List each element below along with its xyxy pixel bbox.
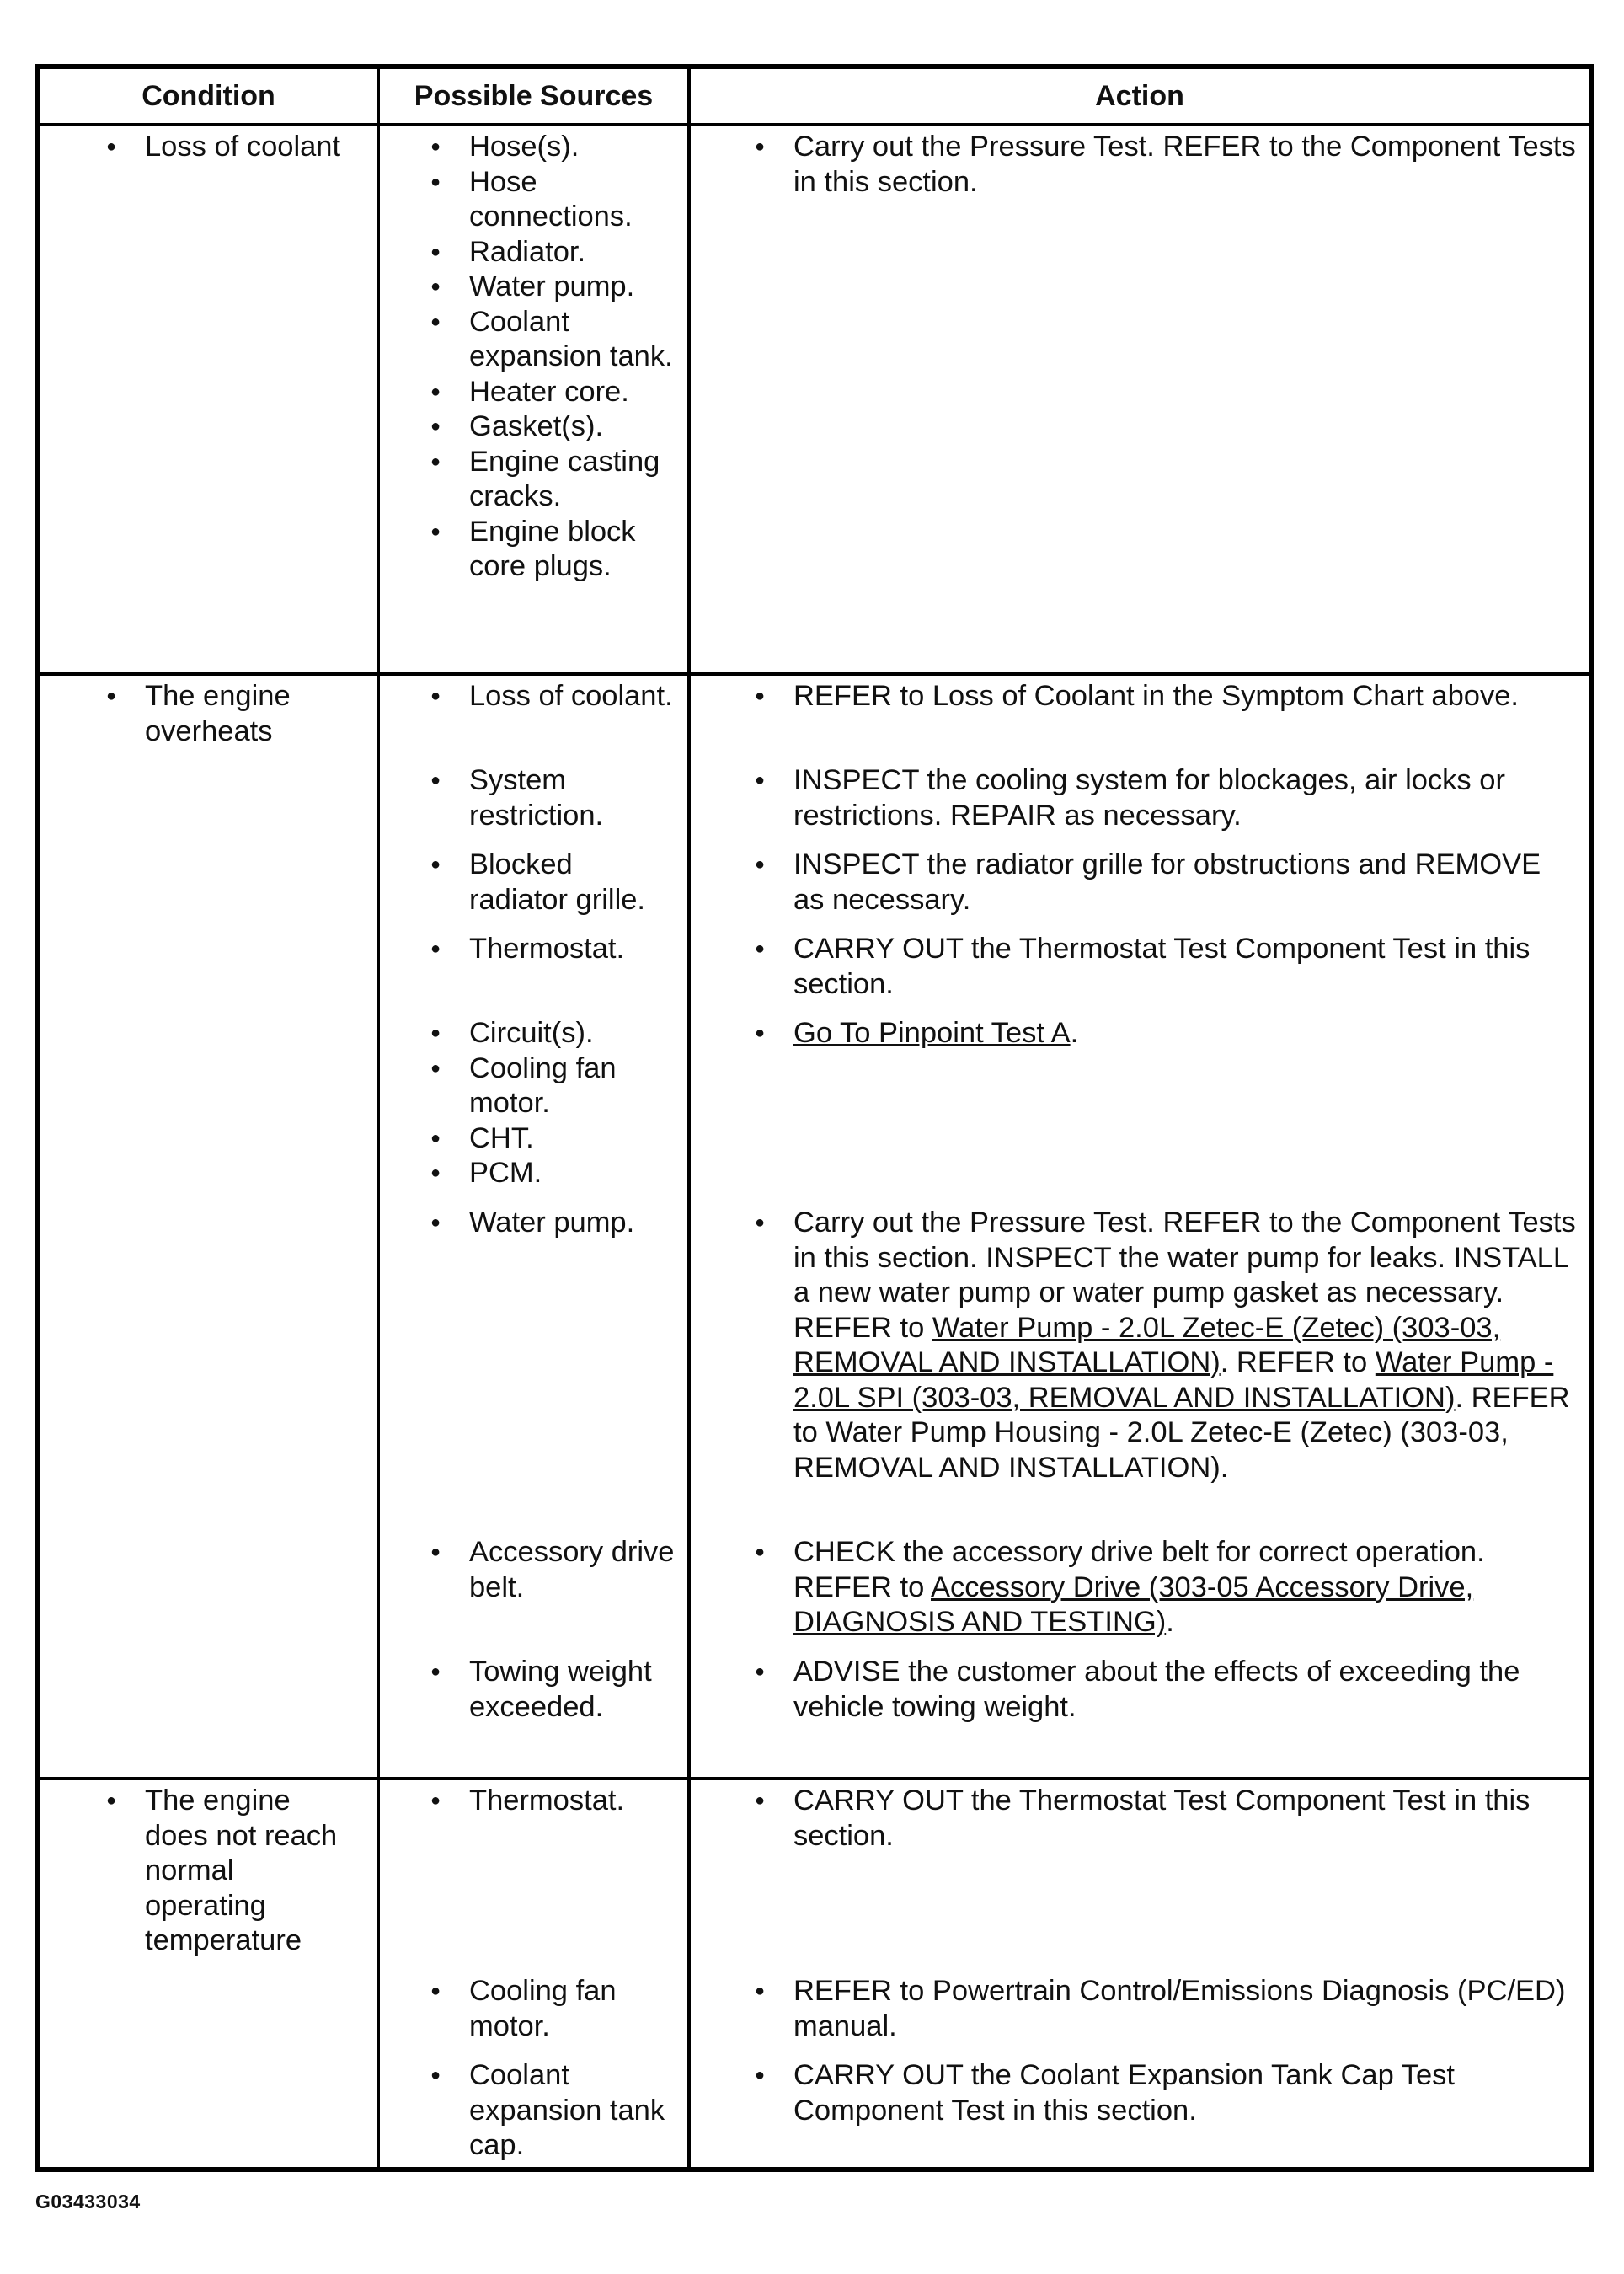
action-item: ● INSPECT the cooling system for blockages, air locks or restrictions. REPAIR as necessary. [793,763,1577,833]
action-group [793,1535,1577,1655]
action-group [793,679,1577,763]
source-item: ● Heater core. [469,375,676,410]
sources-cell [378,1779,689,2167]
source-group [469,1784,676,1974]
source-group [469,848,676,932]
action-group [793,1016,1577,1206]
sources-list [469,130,676,585]
condition-cell [40,674,378,1779]
action-item: ● CARRY OUT the Thermostat Test Component Test in this section. [793,1784,1577,1854]
sources-cell [378,674,689,1779]
symptom-chart-sheet [35,64,1594,2172]
water-pump-zetec-link[interactable]: Water Pump - 2.0L Zetec-E (Zetec) (303-03, REMOVAL AND INSTALLATION) [793,1311,1501,1378]
source-item: ● Blocked radiator grille. [469,848,676,918]
symptom-chart-table [40,69,1589,2167]
action-item: ● CARRY OUT the Thermostat Test Component Test in this section. [793,932,1577,1002]
action-group [793,1206,1577,1535]
header-row [40,69,1589,125]
action-group [793,2058,1577,2128]
action-group [793,932,1577,1016]
source-group [469,1535,676,1655]
source-item: ● CHT. [469,1121,676,1157]
action-cell [689,125,1589,674]
source-item: ● Cooling fan motor. [469,1051,676,1121]
source-item: ● Circuit(s). [469,1016,676,1051]
source-item: ● Radiator. [469,235,676,270]
source-item: ● Thermostat. [469,1784,676,1819]
source-item: ● PCM. [469,1156,676,1191]
source-item: ● System restriction. [469,763,676,833]
source-item: ● Hose(s). [469,130,676,165]
row-loss-of-coolant [40,125,1589,674]
source-group [469,1206,676,1535]
source-item: ● Water pump. [469,1206,676,1241]
action-group [793,763,1577,848]
condition-item: ● The engine overheats [145,679,360,749]
header-possible-sources: Possible Sources [378,69,689,125]
action-item: ● Carry out the Pressure Test. REFER to the Component Tests in this section. INSPECT the water pump for leaks. INSTALL a new water pump or water pump gasket as necessary. REFER to Water Pump - 2.0L Zetec-E (Zetec) (303-03, REMOVAL AND INSTALLATION). REFER to Water Pump - 2.0L SPI (303-03, REMOVAL AND INSTALLATION). REFER to Water Pump Housing - 2.0L Zetec-E (Zetec) (303-03, REMOVAL AND INSTALLATION). [793,1206,1577,1485]
action-group [793,1784,1577,1974]
action-item: ● Go To Pinpoint Test A. [793,1016,1577,1051]
source-item: ● Cooling fan motor. [469,1974,676,2044]
action-group [793,1655,1577,1725]
condition-item: ● The engine does not reach normal operating temperature [145,1784,360,1959]
header-condition: Condition [40,69,378,125]
source-item: ● Loss of coolant. [469,679,676,714]
water-pump-spi-link[interactable]: Water Pump - 2.0L SPI (303-03, REMOVAL AND INSTALLATION) [793,1346,1554,1414]
condition-item: ● Loss of coolant [145,130,360,165]
row-engine-overheats [40,674,1589,1779]
action-item: ● ADVISE the customer about the effects of exceeding the vehicle towing weight. [793,1655,1577,1725]
source-item: ● Accessory drive belt. [469,1535,676,1605]
action-item: ● Carry out the Pressure Test. REFER to the Component Tests in this section. [793,130,1577,200]
row-engine-not-reaching-temp [40,1779,1589,2167]
source-item: ● Coolant expansion tank. [469,305,676,375]
source-item: ● Engine block core plugs. [469,515,676,585]
action-item: ● REFER to Powertrain Control/Emissions Diagnosis (PC/ED) manual. [793,1974,1577,2044]
source-item: ● Water pump. [469,270,676,305]
source-item: ● Thermostat. [469,932,676,967]
condition-cell [40,125,378,674]
source-group [469,1974,676,2058]
source-item: ● Hose connections. [469,165,676,235]
header-action: Action [689,69,1589,125]
action-cell [689,674,1589,1779]
action-item: ● CARRY OUT the Coolant Expansion Tank Cap Test Component Test in this section. [793,2058,1577,2128]
source-item: ● Towing weight exceeded. [469,1655,676,1725]
action-group [793,1974,1577,2058]
source-group [469,1016,676,1206]
source-group [469,679,676,763]
source-item: ● Gasket(s). [469,409,676,445]
action-item: ● REFER to Loss of Coolant in the Symptom Chart above. [793,679,1577,714]
pinpoint-test-a-link[interactable]: Go To Pinpoint Test A [793,1017,1071,1049]
action-item: ● INSPECT the radiator grille for obstructions and REMOVE as necessary. [793,848,1577,918]
source-group [469,1655,676,1725]
action-group [793,848,1577,932]
accessory-drive-link[interactable]: Accessory Drive (303-05 Accessory Drive, DIAGNOSIS AND TESTING) [793,1570,1474,1638]
source-group [469,932,676,1016]
sources-cell [378,125,689,674]
figure-id-label: G03433034 [35,2191,141,2212]
source-item: ● Engine casting cracks. [469,445,676,515]
condition-cell [40,1779,378,2167]
source-group [469,2058,676,2164]
source-group [469,763,676,848]
action-cell [689,1779,1589,2167]
source-item: ● Coolant expansion tank cap. [469,2058,676,2164]
action-item: ● CHECK the accessory drive belt for correct operation. REFER to Accessory Drive (303-05 Accessory Drive, DIAGNOSIS AND TESTING). [793,1535,1577,1640]
